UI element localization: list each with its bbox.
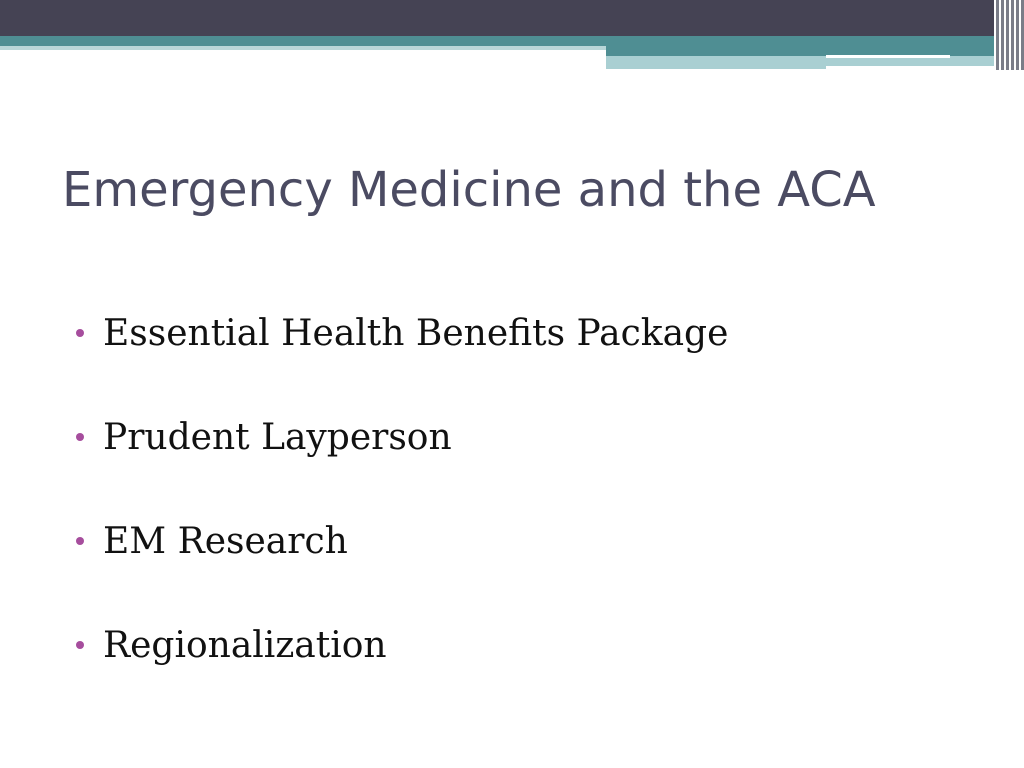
bullet-icon [76, 433, 84, 441]
bullet-item [76, 308, 728, 412]
header-banner-light-left [0, 46, 606, 50]
header-banner-teal-right [606, 46, 1024, 56]
slide-title: Emergency Medicine and the ACA [62, 162, 876, 218]
bullet-item [76, 412, 728, 516]
bullet-text: EM Research [103, 521, 348, 562]
header-banner-teal [0, 36, 1024, 46]
bullet-item [76, 620, 728, 724]
bullet-text: Prudent Layperson [103, 417, 452, 458]
bullet-icon [76, 537, 84, 545]
header-stripes [994, 0, 1024, 70]
header-banner-light-right [606, 56, 1024, 66]
header-banner-dark [0, 0, 1024, 36]
bullet-text: Essential Health Benefits Package [103, 313, 729, 354]
header-accent-line [826, 55, 950, 58]
bullet-icon [76, 641, 84, 649]
bullet-icon [76, 329, 84, 337]
bullet-text: Regionalization [103, 625, 387, 666]
bullet-item [76, 516, 728, 620]
bullet-list [76, 308, 728, 724]
header-thin-line [606, 66, 826, 69]
